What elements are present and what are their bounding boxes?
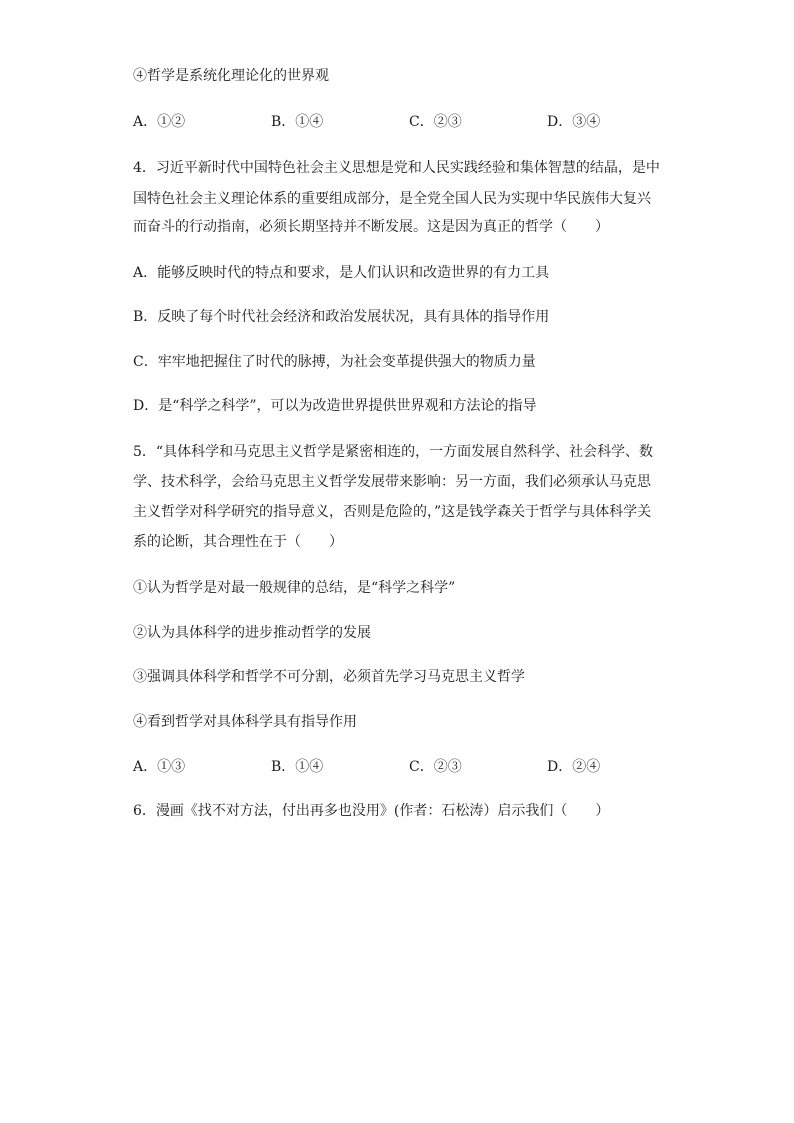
q3-option-c: C．②③: [409, 114, 462, 130]
q3-option-a: A．①②: [133, 114, 186, 130]
q5-statement-3: ③强调具体科学和哲学不可分割，必须首先学习马克思主义哲学: [133, 669, 525, 685]
q5-option-c: C．②③: [409, 759, 462, 775]
q6-stem: 6．漫画《找不对方法，付出再多也没用》(作者：石松涛）启示我们（ ）: [133, 803, 610, 819]
q5-statement-1: ①认为哲学是对最一般规律的总结，是“科学之科学”: [133, 580, 456, 596]
q5-statement-2: ②认为具体科学的进步推动哲学的发展: [133, 625, 371, 641]
q3-option-d: D．③④: [547, 114, 601, 130]
q5-stem-line-3: 主义哲学对科学研究的指导意义，否则是危险的，”这是钱学森关于哲学与具体科学关: [133, 504, 652, 520]
q5-option-d: D．②④: [547, 759, 601, 775]
q4-stem-line-3: 而奋斗的行动指南，必须长期坚持并不断发展。这是因为真正的哲学（ ）: [133, 219, 609, 235]
q5-stem-line-2: 学、技术科学，会给马克思主义哲学发展带来影响：另一方面，我们必须承认马克思: [133, 474, 651, 490]
q5-option-b: B．①④: [271, 759, 324, 775]
q5-option-a: A．①③: [133, 759, 186, 775]
q5-stem-line-4: 系的论断，其合理性在于（ ）: [133, 534, 343, 550]
q3-option-b: B．①④: [271, 114, 324, 130]
q4-option-d: D．是“科学之科学”，可以为改造世界提供世界观和方法论的指导: [133, 398, 537, 414]
q5-statement-4: ④看到哲学对具体科学具有指导作用: [133, 714, 357, 730]
statement-4-q3: ④哲学是系统化理论化的世界观: [133, 68, 329, 84]
q5-stem-line-1: 5．“具体科学和马克思主义哲学是紧密相连的，一方面发展自然科学、社会科学、数: [133, 444, 654, 460]
q4-option-c: C．牢牢地把握住了时代的脉搏，为社会变革提供强大的物质力量: [133, 354, 536, 370]
q4-stem-line-2: 国特色社会主义理论体系的重要组成部分，是全党全国人民为实现中华民族伟大复兴: [133, 191, 651, 207]
q4-option-a: A．能够反映时代的特点和要求，是人们认识和改造世界的有力工具: [133, 265, 550, 281]
q4-option-b: B．反映了每个时代社会经济和政治发展状况，具有具体的指导作用: [133, 309, 550, 325]
q4-stem-line-1: 4．习近平新时代中国特色社会主义思想是党和人民实践经验和集体智慧的结晶，是中: [133, 160, 660, 176]
